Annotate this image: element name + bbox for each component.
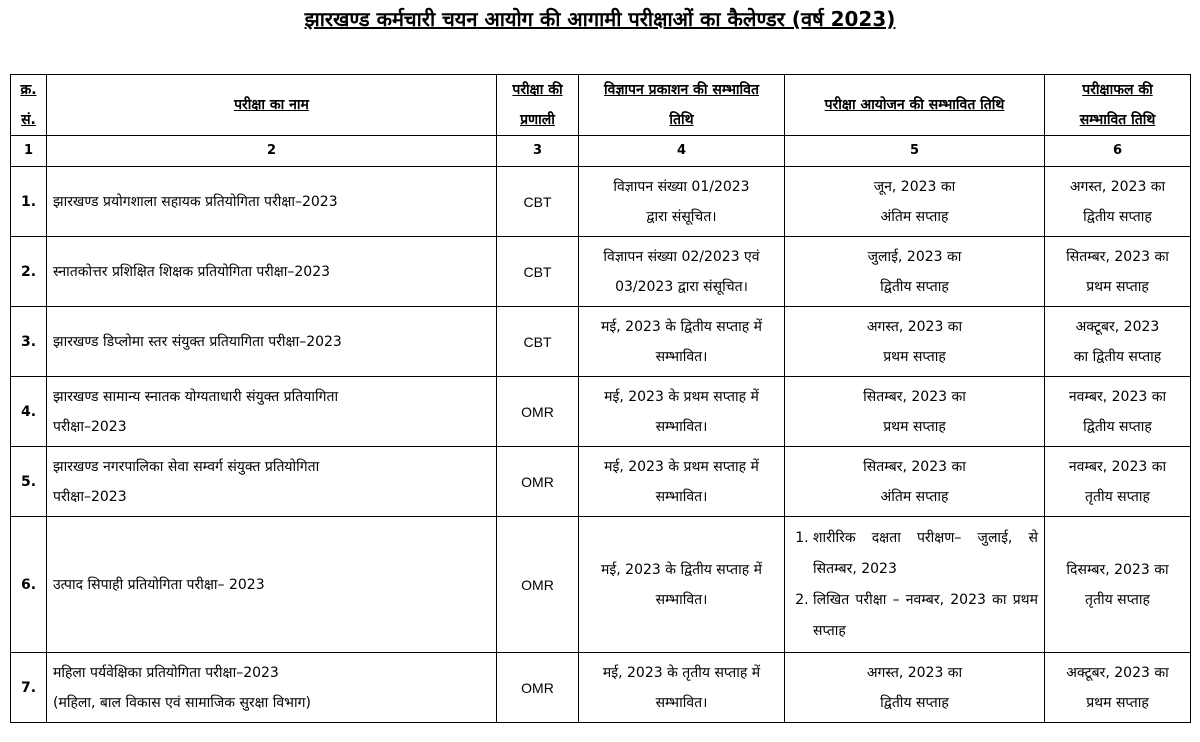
advert-date: विज्ञापन संख्या 02/2023 एवं 03/2023 द्वारा संसूचित।	[579, 237, 785, 307]
exam-mode: CBT	[497, 307, 579, 377]
result-date: नवम्बर, 2023 का द्वितीय सप्ताह	[1045, 377, 1191, 447]
advert-date: मई, 2023 के प्रथम सप्ताह में सम्भावित।	[579, 377, 785, 447]
result-date: अक्टूबर, 2023 का प्रथम सप्ताह	[1045, 653, 1191, 723]
result-date: नवम्बर, 2023 का तृतीय सप्ताह	[1045, 447, 1191, 517]
exam-steps-list	[791, 523, 1038, 647]
exam-name: स्नातकोत्तर प्रशिक्षित शिक्षक प्रतियोगिता परीक्षा–2023	[47, 237, 497, 307]
advert-date: मई, 2023 के प्रथम सप्ताह में सम्भावित।	[579, 447, 785, 517]
exam-date: जुलाई, 2023 का द्वितीय सप्ताह	[785, 237, 1045, 307]
result-date: अगस्त, 2023 का द्वितीय सप्ताह	[1045, 167, 1191, 237]
exam-name: झारखण्ड सामान्य स्नातक योग्यताधारी संयुक्त प्रतियागिता परीक्षा–2023	[47, 377, 497, 447]
exam-date: सितम्बर, 2023 का अंतिम सप्ताह	[785, 447, 1045, 517]
header-exam-name: परीक्षा का नाम	[47, 75, 497, 136]
result-date: दिसम्बर, 2023 का तृतीय सप्ताह	[1045, 517, 1191, 653]
header-exam-mode: परीक्षा की प्रणाली	[497, 75, 579, 136]
exam-date: जून, 2023 का अंतिम सप्ताह	[785, 167, 1045, 237]
result-date: सितम्बर, 2023 का प्रथम सप्ताह	[1045, 237, 1191, 307]
serial-number: 2.	[11, 237, 47, 307]
header-row	[11, 75, 1191, 136]
table-row	[11, 447, 1191, 517]
column-number: 1	[11, 136, 47, 167]
column-number: 3	[497, 136, 579, 167]
header-exam-date: परीक्षा आयोजन की सम्भावित तिथि	[785, 75, 1045, 136]
header-advert-date: विज्ञापन प्रकाशन की सम्भावित तिथि	[579, 75, 785, 136]
exam-mode: OMR	[497, 447, 579, 517]
serial-number: 3.	[11, 307, 47, 377]
exam-mode: CBT	[497, 237, 579, 307]
result-date: अक्टूबर, 2023 का द्वितीय सप्ताह	[1045, 307, 1191, 377]
serial-number: 1.	[11, 167, 47, 237]
advert-date: मई, 2023 के तृतीय सप्ताह में सम्भावित।	[579, 653, 785, 723]
list-item: 2. लिखित परीक्षा – नवम्बर, 2023 का प्रथम सप्ताह	[813, 585, 1038, 647]
advert-date: विज्ञापन संख्या 01/2023 द्वारा संसूचित।	[579, 167, 785, 237]
table-row	[11, 517, 1191, 653]
advert-date: मई, 2023 के द्वितीय सप्ताह में सम्भावित।	[579, 517, 785, 653]
table-row	[11, 653, 1191, 723]
exam-date: सितम्बर, 2023 का प्रथम सप्ताह	[785, 377, 1045, 447]
exam-calendar-table	[10, 74, 1191, 723]
column-number: 5	[785, 136, 1045, 167]
exam-mode: OMR	[497, 377, 579, 447]
exam-mode: OMR	[497, 653, 579, 723]
serial-number: 6.	[11, 517, 47, 653]
exam-name: झारखण्ड प्रयोगशाला सहायक प्रतियोगिता परीक्षा–2023	[47, 167, 497, 237]
serial-number: 7.	[11, 653, 47, 723]
header-serial: क्र. सं.	[11, 75, 47, 136]
table-row	[11, 167, 1191, 237]
exam-mode: CBT	[497, 167, 579, 237]
exam-date	[785, 517, 1045, 653]
column-number-row	[11, 136, 1191, 167]
exam-date: अगस्त, 2023 का प्रथम सप्ताह	[785, 307, 1045, 377]
exam-mode: OMR	[497, 517, 579, 653]
list-item: 1. शारीरिक दक्षता परीक्षण– जुलाई, से सितम्बर, 2023	[813, 523, 1038, 585]
column-number: 2	[47, 136, 497, 167]
table-row	[11, 307, 1191, 377]
page-title: झारखण्ड कर्मचारी चयन आयोग की आगामी परीक्षाओं का कैलेण्डर (वर्ष 2023)	[304, 7, 896, 31]
serial-number: 4.	[11, 377, 47, 447]
table-row	[11, 377, 1191, 447]
exam-name: उत्पाद सिपाही प्रतियोगिता परीक्षा– 2023	[47, 517, 497, 653]
exam-name: महिला पर्यवेक्षिका प्रतियोगिता परीक्षा–2023 (महिला, बाल विकास एवं सामाजिक सुरक्षा विभाग)	[47, 653, 497, 723]
exam-name: झारखण्ड डिप्लोमा स्तर संयुक्त प्रतियागिता परीक्षा–2023	[47, 307, 497, 377]
serial-number: 5.	[11, 447, 47, 517]
exam-date: अगस्त, 2023 का द्वितीय सप्ताह	[785, 653, 1045, 723]
column-number: 6	[1045, 136, 1191, 167]
table-row	[11, 237, 1191, 307]
header-result-date: परीक्षाफल की सम्भावित तिथि	[1045, 75, 1191, 136]
exam-name: झारखण्ड नगरपालिका सेवा सम्वर्ग संयुक्त प्रतियोगिता परीक्षा–2023	[47, 447, 497, 517]
column-number: 4	[579, 136, 785, 167]
advert-date: मई, 2023 के द्वितीय सप्ताह में सम्भावित।	[579, 307, 785, 377]
